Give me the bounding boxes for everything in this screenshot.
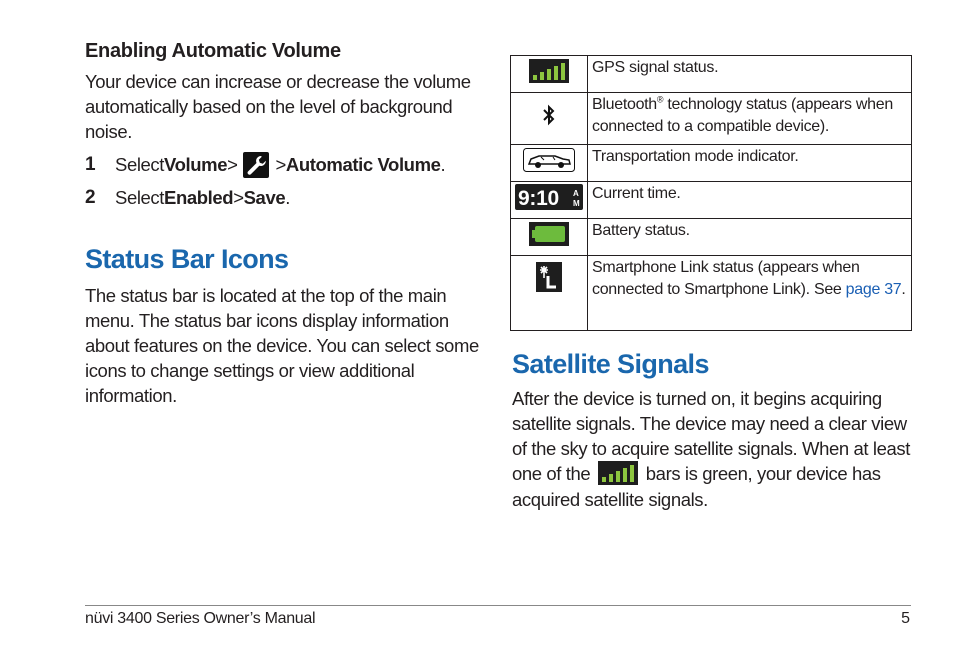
icon-cell: [511, 256, 588, 331]
icon-cell: [511, 145, 588, 182]
menu-automatic-volume: Automatic Volume: [285, 154, 441, 175]
gps-signal-icon: [529, 59, 569, 83]
footer-divider: [85, 605, 911, 606]
step-number: 2: [85, 187, 96, 208]
menu-enabled: Enabled: [164, 187, 234, 208]
section-title-satellite: Satellite Signals: [512, 349, 709, 379]
table-row: [511, 219, 912, 256]
table-row: [511, 56, 912, 93]
satellite-section: [512, 349, 917, 512]
menu-volume: Volume: [164, 154, 228, 175]
subheading: Enabling Automatic Volume: [85, 40, 341, 62]
smartphone-link-icon: [536, 262, 562, 292]
table-row: [511, 93, 912, 145]
step-2: 2 Select Enabled > Save .: [85, 187, 290, 208]
svg-text:9:10: 9:10: [518, 186, 559, 210]
bluetooth-icon: [539, 102, 559, 128]
gps-signal-icon: [598, 461, 638, 485]
description-cell: Current time.: [588, 182, 912, 219]
description-cell: Smartphone Link status (appears when connected to Smartphone Link). See page 37.: [588, 256, 912, 331]
intro-paragraph: Your device can increase or decrease the volume automatically based on the level of background noise.: [85, 71, 471, 142]
left-column: [85, 40, 490, 408]
section-title-status-bar: Status Bar Icons: [85, 244, 289, 274]
page-number: 5: [901, 610, 910, 627]
wrench-icon: [243, 152, 269, 178]
menu-save: Save: [243, 187, 286, 208]
status-bar-paragraph: The status bar is located at the top of the main menu. The status bar icons display information about features on the device. You can select some icons to change settings or view additional information.: [85, 285, 479, 406]
clock-icon: [515, 184, 583, 210]
step-1: 1 Select Volume > > Automatic Volume .: [85, 152, 490, 178]
svg-text:M: M: [573, 198, 580, 208]
icon-cell: [511, 56, 588, 93]
page-37-link[interactable]: page 37: [845, 281, 902, 298]
icon-cell: [511, 182, 588, 219]
satellite-paragraph: After the device is turned on, it begins acquiring satellite signals. The device may need a clear view of the sky to acquire satellite signals. When at least one of the bars is green, your device has acquired satellite signals.: [512, 388, 910, 511]
description-cell: Battery status.: [588, 219, 912, 256]
icon-cell: [511, 93, 588, 145]
status-icons-table: [510, 55, 912, 331]
table-row: [511, 145, 912, 182]
description-cell: Transportation mode indicator.: [588, 145, 912, 182]
car-icon: [523, 148, 575, 172]
icon-cell: [511, 219, 588, 256]
battery-icon: [529, 222, 569, 246]
table-row: [511, 182, 912, 219]
step-number: 1: [85, 154, 96, 175]
svg-text:A: A: [573, 188, 579, 198]
table-row: [511, 256, 912, 331]
description-cell: Bluetooth® technology status (appears when connected to a compatible device).: [588, 93, 912, 145]
description-cell: GPS signal status.: [588, 56, 912, 93]
footer-manual-title: nüvi 3400 Series Owner’s Manual: [85, 610, 316, 627]
